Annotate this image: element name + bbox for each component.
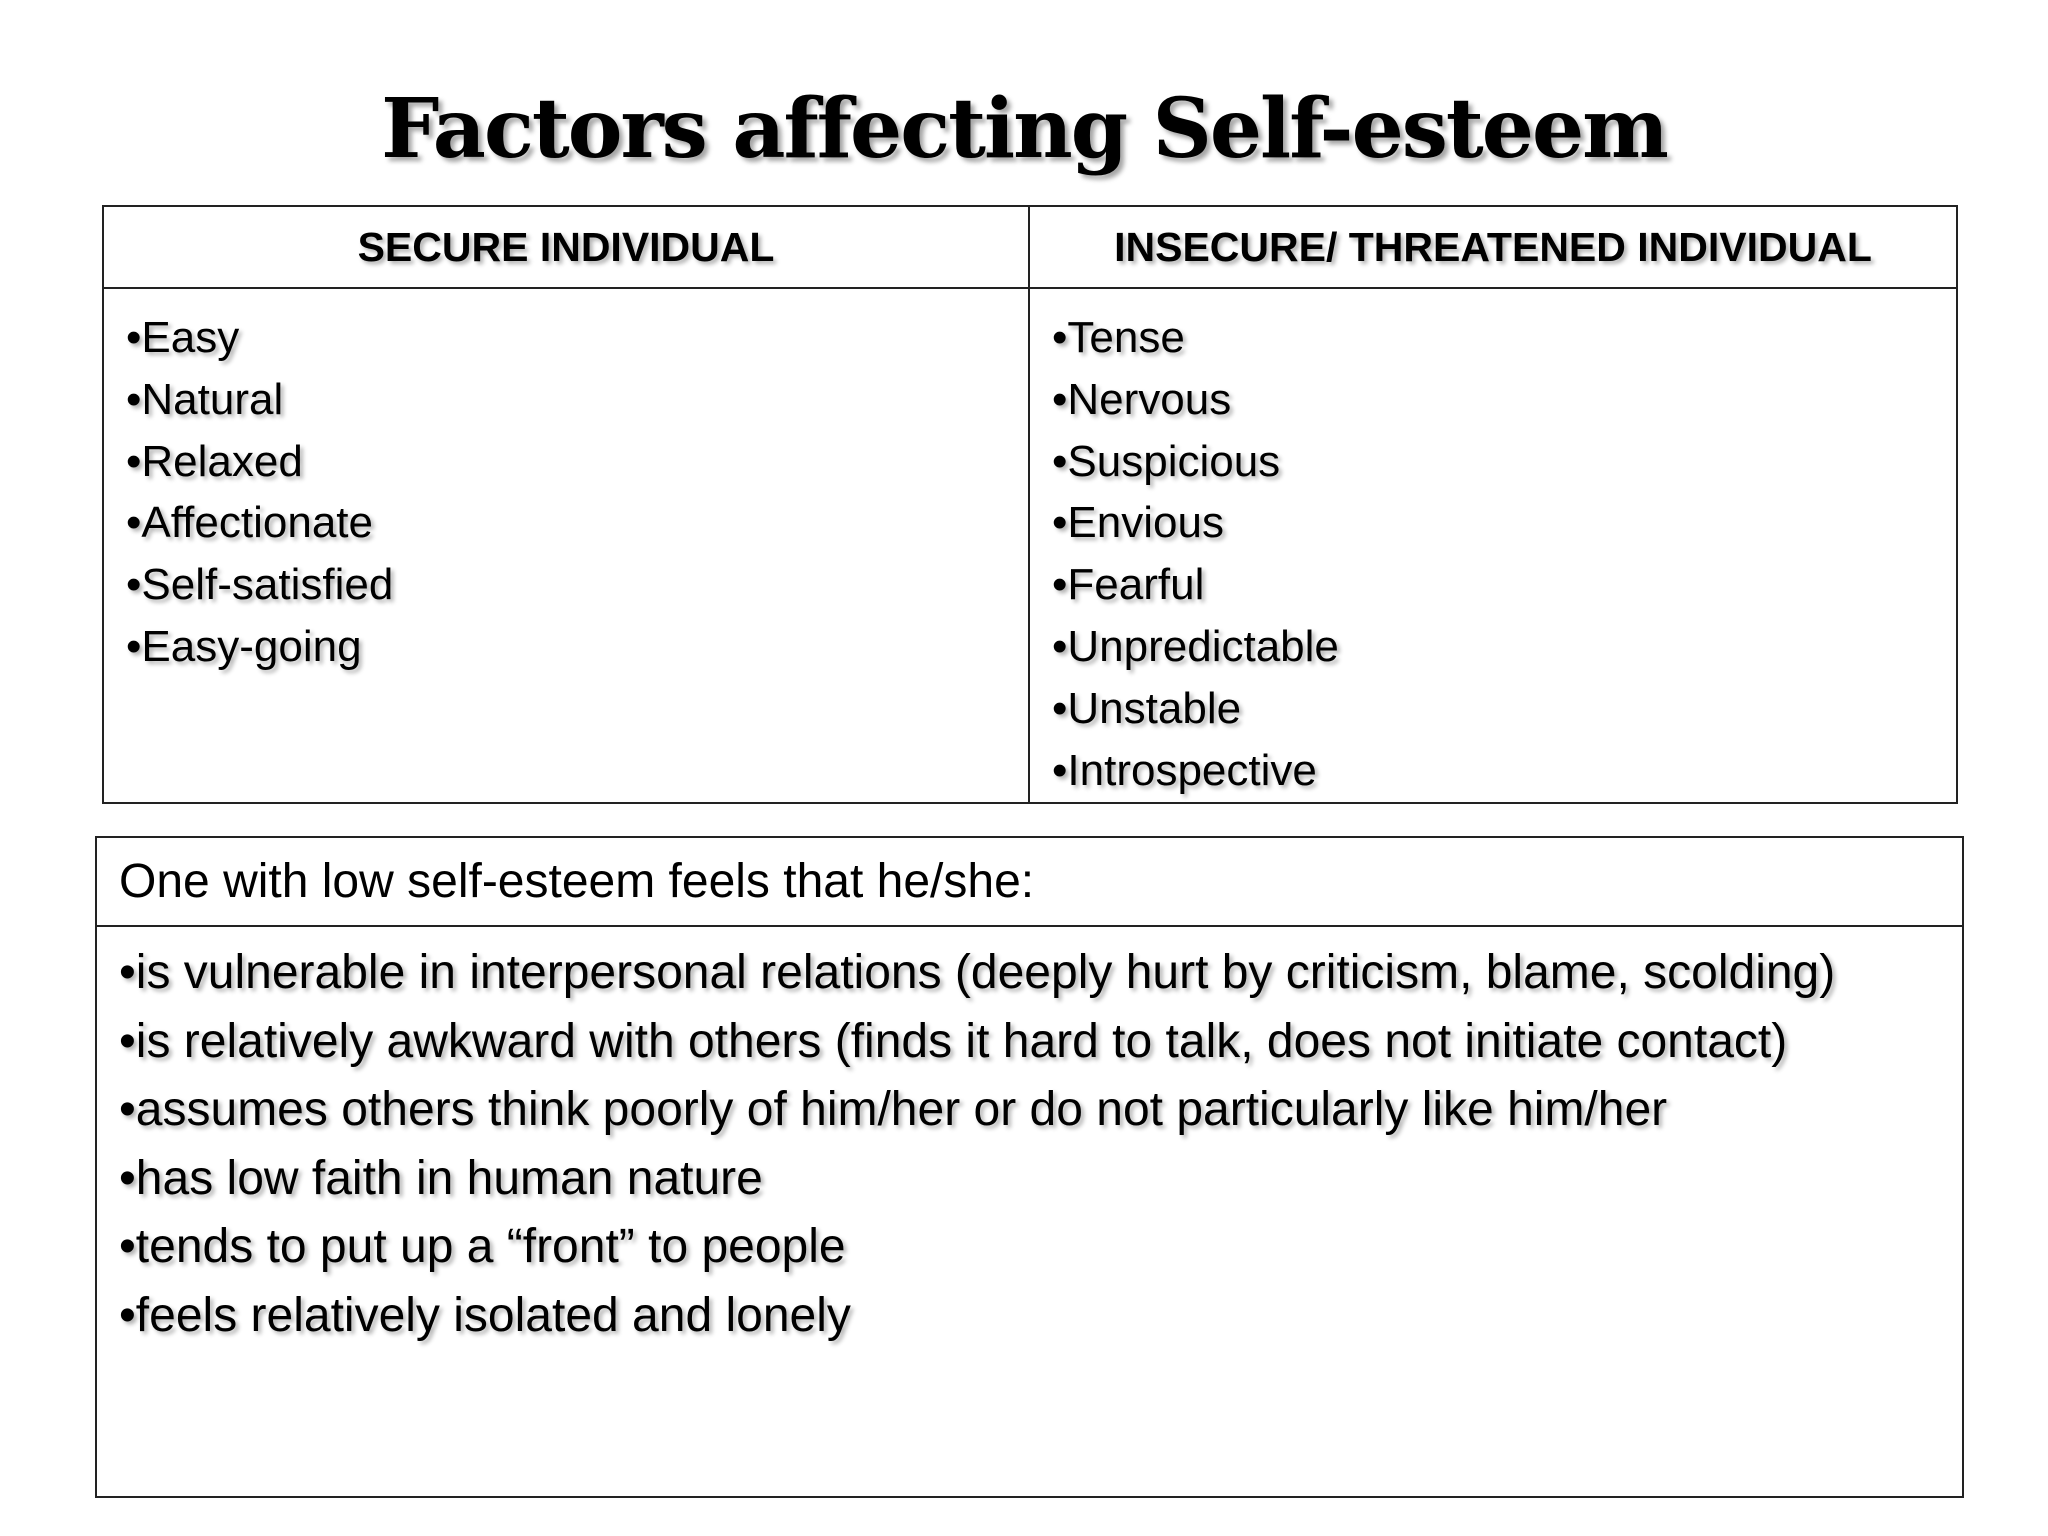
secure-header: SECURE INDIVIDUAL xyxy=(104,207,1030,289)
insecure-trait-item: •Envious xyxy=(1052,498,1224,548)
secure-trait-list xyxy=(104,289,1030,802)
low-self-esteem-item: •tends to put up a “front” to people xyxy=(119,1220,846,1274)
traits-table xyxy=(102,205,1958,804)
insecure-trait-item: •Introspective xyxy=(1052,745,1317,795)
insecure-trait-list xyxy=(1030,289,1956,802)
insecure-header: INSECURE/ THREATENED INDIVIDUAL xyxy=(1030,207,1956,289)
low-self-esteem-list xyxy=(97,927,1962,1351)
insecure-trait-item: •Nervous xyxy=(1052,374,1232,424)
low-self-esteem-item: •has low faith in human nature xyxy=(119,1151,763,1205)
secure-trait-item: •Easy-going xyxy=(126,621,362,671)
insecure-trait-item: •Unpredictable xyxy=(1052,621,1339,671)
secure-trait-item: •Easy xyxy=(126,313,240,362)
low-self-esteem-item: •is vulnerable in interpersonal relations (deeply hurt by criticism, blame, scolding) xyxy=(119,946,1836,999)
low-self-esteem-box xyxy=(95,836,1964,1498)
secure-trait-item: •Affectionate xyxy=(126,498,373,548)
insecure-trait-item: •Suspicious xyxy=(1052,436,1281,486)
low-self-esteem-item: •is relatively awkward with others (finds it hard to talk, does not initiate contact) xyxy=(119,1014,1788,1068)
secure-trait-item: •Natural xyxy=(126,374,284,424)
insecure-trait-item: •Tense xyxy=(1052,313,1185,362)
low-self-esteem-item: •assumes others think poorly of him/her or do not particularly like him/her xyxy=(119,1083,1668,1137)
insecure-trait-item: •Fearful xyxy=(1052,560,1205,610)
low-self-esteem-header: One with low self-esteem feels that he/she: xyxy=(97,838,1962,927)
low-self-esteem-item: •feels relatively isolated and lonely xyxy=(119,1288,851,1342)
insecure-trait-item: •Unstable xyxy=(1052,683,1242,733)
secure-trait-item: •Self-satisfied xyxy=(126,560,394,610)
secure-trait-item: •Relaxed xyxy=(126,436,303,486)
slide-title: Factors affecting Self-esteem xyxy=(381,81,1667,177)
